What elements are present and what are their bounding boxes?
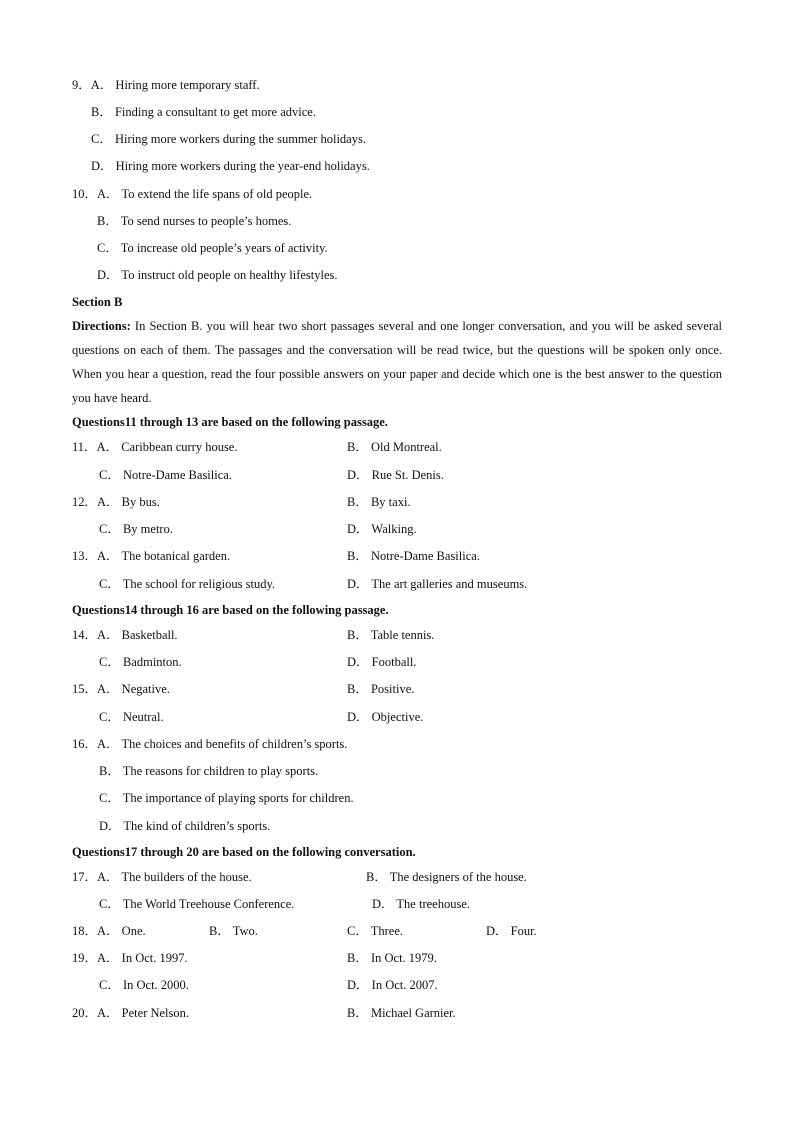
- q12-option-d: D． Walking.: [347, 522, 417, 536]
- q11-line-a: [72, 439, 237, 455]
- q14-line-a: [72, 627, 178, 643]
- q12-option-b: B． By taxi.: [347, 495, 411, 509]
- q12-option-a: A． By bus.: [97, 495, 160, 509]
- q16-option-d: D． The kind of children’s sports.: [99, 819, 271, 833]
- q13-number: 13．: [72, 549, 98, 563]
- q19-option-a: A． In Oct. 1997.: [97, 951, 188, 965]
- q20-option-b: B． Michael Garnier.: [347, 1006, 456, 1020]
- q13-option-c: C． The school for religious study.: [99, 577, 276, 591]
- q19-option-d: D． In Oct. 2007.: [347, 978, 438, 992]
- q17-line-a: [72, 869, 252, 885]
- q14-option-d: D． Football.: [347, 655, 417, 669]
- q19-option-b: B． In Oct. 1979.: [347, 951, 437, 965]
- q17-option-a: A． The builders of the house.: [97, 870, 252, 884]
- q10-number: 10．: [72, 187, 98, 201]
- q10-option-c: C． To increase old people’s years of activity.: [97, 241, 328, 255]
- q9-number: 9．: [72, 78, 91, 92]
- directions-label: Directions:: [72, 319, 131, 333]
- q12-line-a: [72, 494, 160, 510]
- q11-number: 11．: [72, 440, 97, 454]
- q16-option-a: A． The choices and benefits of children’s sports.: [97, 737, 348, 751]
- q18-line-a: [72, 923, 146, 939]
- q13-option-d: D． The art galleries and museums.: [347, 577, 528, 591]
- q18-option-d: D． Four.: [486, 924, 537, 938]
- q10-option-a: A． To extend the life spans of old people.: [97, 187, 313, 201]
- q16-number: 16．: [72, 737, 98, 751]
- q11-option-d: D． Rue St. Denis.: [347, 468, 444, 482]
- group2-heading: Questions14 through 16 are based on the following passage.: [72, 603, 389, 617]
- q11-option-a: A． Caribbean curry house.: [96, 440, 238, 454]
- section-b-title: Section B: [72, 295, 123, 309]
- q16-option-b: B． The reasons for children to play sports.: [99, 764, 319, 778]
- q17-option-d: D． The treehouse.: [372, 897, 471, 911]
- q12-option-c: C． By metro.: [99, 522, 173, 536]
- q17-option-c: C． The World Treehouse Conference.: [99, 897, 295, 911]
- q16-option-c: C． The importance of playing sports for children.: [99, 791, 354, 805]
- q20-option-a: A． Peter Nelson.: [97, 1006, 190, 1020]
- group3-heading: Questions17 through 20 are based on the following conversation.: [72, 845, 416, 859]
- q19-number: 19．: [72, 951, 98, 965]
- q10-option-d: D． To instruct old people on healthy lifestyles.: [97, 268, 338, 282]
- q11-option-c: C． Notre-Dame Basilica.: [99, 468, 232, 482]
- q9-line-a: [72, 77, 260, 93]
- directions-text: In Section B. you will hear two short passages several and one longer conversation, and you will be asked several questions on each of them. The passages and the conversation will be read twice, but the questions will be spoken only once. When you hear a question, read the four possible answers on your paper and decide which one is the best answer to the question you have heard.: [72, 319, 722, 405]
- q13-line-a: [72, 548, 230, 564]
- q11-option-b: B． Old Montreal.: [347, 440, 442, 454]
- q13-option-b: B． Notre-Dame Basilica.: [347, 549, 480, 563]
- q16-line-a: [72, 736, 347, 752]
- q15-option-b: B． Positive.: [347, 682, 415, 696]
- q15-number: 15．: [72, 682, 98, 696]
- q14-option-c: C． Badminton.: [99, 655, 182, 669]
- q18-option-b: B． Two.: [209, 924, 258, 938]
- group1-heading: Questions11 through 13 are based on the following passage.: [72, 415, 388, 429]
- q18-option-c: C． Three.: [347, 924, 404, 938]
- q17-option-b: B． The designers of the house.: [366, 870, 527, 884]
- q9-option-c: C． Hiring more workers during the summer holidays.: [91, 132, 366, 146]
- q14-number: 14．: [72, 628, 98, 642]
- q20-line-a: [72, 1005, 189, 1021]
- section-b-directions: [72, 314, 722, 410]
- q18-number: 18．: [72, 924, 98, 938]
- q9-option-d: D． Hiring more workers during the year-end holidays.: [91, 159, 370, 173]
- q13-option-a: A． The botanical garden.: [97, 549, 231, 563]
- q9-option-b: B． Finding a consultant to get more advice.: [91, 105, 316, 119]
- q15-option-d: D． Objective.: [347, 710, 424, 724]
- q18-option-a: A． One.: [97, 924, 146, 938]
- q9-option-a: A． Hiring more temporary staff.: [90, 78, 260, 92]
- q10-line-a: [72, 186, 312, 202]
- q19-option-c: C． In Oct. 2000.: [99, 978, 189, 992]
- q15-option-c: C． Neutral.: [99, 710, 164, 724]
- q14-option-a: A． Basketball.: [97, 628, 178, 642]
- q12-number: 12．: [72, 495, 98, 509]
- q15-line-a: [72, 681, 170, 697]
- q20-number: 20．: [72, 1006, 98, 1020]
- q14-option-b: B． Table tennis.: [347, 628, 435, 642]
- q19-line-a: [72, 950, 188, 966]
- q15-option-a: A． Negative.: [97, 682, 170, 696]
- q17-number: 17．: [72, 870, 98, 884]
- q10-option-b: B． To send nurses to people’s homes.: [97, 214, 292, 228]
